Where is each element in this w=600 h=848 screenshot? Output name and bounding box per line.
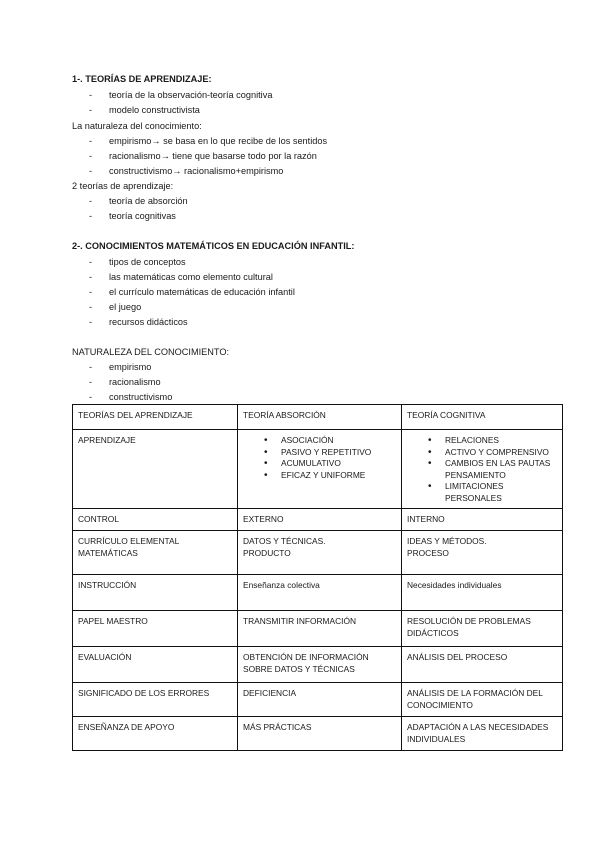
list-item-text: modelo constructivista <box>109 105 200 115</box>
cell-line: IDEAS Y MÉTODOS. <box>407 536 487 546</box>
row-label: ENSEÑANZA DE APOYO <box>73 717 238 751</box>
list-item-text: las matemáticas como elemento cultural <box>109 272 273 282</box>
row-label: APRENDIZAJE <box>73 430 238 509</box>
table-row <box>73 647 563 683</box>
dash-marker: - <box>89 257 93 267</box>
bullet-item: • LIMITACIONES PERSONALES <box>445 481 557 504</box>
list-item-text: constructivismo→ racionalismo+empirismo <box>109 166 284 176</box>
cognitiva-cell <box>402 430 563 509</box>
table-cell: EXTERNO <box>238 509 402 531</box>
row-label-line: CURRÍCULO ELEMENTAL <box>78 536 180 546</box>
table-cell: RESOLUCIÓN DE PROBLEMAS DIDÁCTICOS <box>402 611 563 647</box>
table-cell: ADAPTACIÓN A LAS NECESIDADES INDIVIDUALES <box>402 717 563 751</box>
table-row <box>73 430 563 509</box>
section3-title: NATURALEZA DEL CONOCIMIENTO: <box>72 347 230 357</box>
bullet-item: • CAMBIOS EN LAS PAUTAS PENSAMIENTO <box>445 458 557 481</box>
row-label: SIGNIFICADO DE LOS ERRORES <box>73 683 238 717</box>
table-header-cell: TEORÍA COGNITIVA <box>402 405 563 430</box>
bullet-item: • ACUMULATIVO <box>281 458 396 470</box>
list-item-text: racionalismo→ tiene que basarse todo por la razón <box>109 151 317 161</box>
table-row <box>73 509 563 531</box>
list-item-text: constructivismo <box>109 392 173 402</box>
nature-heading: La naturaleza del conocimiento: <box>72 121 202 131</box>
dash-marker: - <box>89 272 93 282</box>
cell-line: PRODUCTO <box>243 547 291 558</box>
cell-line: PROCESO <box>407 547 449 558</box>
table-header-cell: TEORÍA ABSORCIÓN <box>238 405 402 430</box>
dash-marker: - <box>89 377 93 387</box>
dash-marker: - <box>89 136 93 146</box>
table-row-header <box>73 405 563 430</box>
bullet-list <box>243 435 396 481</box>
bullet-item: • PASIVO Y REPETITIVO <box>281 447 396 459</box>
bullet-list <box>407 435 557 504</box>
list-item-text: teoría de la observación-teoría cognitiva <box>109 90 273 100</box>
list-item-text: teoría cognitivas <box>109 211 176 221</box>
list-item-text: teoría de absorción <box>109 196 188 206</box>
bullet-item: • EFICAZ Y UNIFORME <box>281 470 396 482</box>
list-item-text: racionalismo <box>109 377 161 387</box>
table-cell <box>402 531 563 575</box>
dash-marker: - <box>89 317 93 327</box>
list-item-text: el juego <box>109 302 142 312</box>
row-label <box>73 531 238 575</box>
dash-marker: - <box>89 287 93 297</box>
table-cell: INTERNO <box>402 509 563 531</box>
row-label: EVALUACIÓN <box>73 647 238 683</box>
row-label-line: MATEMÁTICAS <box>78 547 138 558</box>
table-row <box>73 717 563 751</box>
list-item-text: empirismo→ se basa en lo que recibe de los sentidos <box>109 136 328 146</box>
comparison-table <box>72 404 563 751</box>
row-label: PAPEL MAESTRO <box>73 611 238 647</box>
table-cell: DEFICIENCIA <box>238 683 402 717</box>
section2-title: 2-. CONOCIMIENTOS MATEMÁTICOS EN EDUCACIÓN INFANTIL: <box>72 241 355 251</box>
table-cell: Necesidades individuales <box>402 575 563 611</box>
dash-marker: - <box>89 362 93 372</box>
table-cell: ANÁLISIS DEL PROCESO <box>402 647 563 683</box>
dash-marker: - <box>89 392 93 402</box>
dash-marker: - <box>89 211 93 221</box>
table-row <box>73 683 563 717</box>
table-cell <box>238 531 402 575</box>
table-cell: MÁS PRÁCTICAS <box>238 717 402 751</box>
dash-marker: - <box>89 151 93 161</box>
section1-title: 1-. TEORÍAS DE APRENDIZAJE: <box>72 74 212 84</box>
table-header-cell: TEORÍAS DEL APRENDIZAJE <box>73 405 238 430</box>
table-row <box>73 531 563 575</box>
table-cell: Enseñanza colectiva <box>238 575 402 611</box>
bullet-item: • ACTIVO Y COMPRENSIVO <box>445 447 557 459</box>
table-cell: OBTENCIÓN DE INFORMACIÓN SOBRE DATOS Y TÉCNICAS <box>238 647 402 683</box>
table-cell: TRANSMITIR INFORMACIÓN <box>238 611 402 647</box>
list-item-text: empirismo <box>109 362 152 372</box>
list-item-text: el currículo matemáticas de educación infantil <box>109 287 295 297</box>
table-row <box>73 575 563 611</box>
dash-marker: - <box>89 196 93 206</box>
dash-marker: - <box>89 90 93 100</box>
dash-marker: - <box>89 105 93 115</box>
list-item-text: recursos didácticos <box>109 317 188 327</box>
dash-marker: - <box>89 302 93 312</box>
theories-heading: 2 teorías de aprendizaje: <box>72 181 174 191</box>
table-cell: ANÁLISIS DE LA FORMACIÓN DEL CONOCIMIENTO <box>402 683 563 717</box>
cell-line: DATOS Y TÉCNICAS. <box>243 536 326 546</box>
bullet-item: • RELACIONES <box>445 435 557 447</box>
dash-marker: - <box>89 166 93 176</box>
row-label: INSTRUCCIÓN <box>73 575 238 611</box>
bullet-item: • ASOCIACIÓN <box>281 435 396 447</box>
table-row <box>73 611 563 647</box>
list-item-text: tipos de conceptos <box>109 257 186 267</box>
absorcion-cell <box>238 430 402 509</box>
row-label: CONTROL <box>73 509 238 531</box>
